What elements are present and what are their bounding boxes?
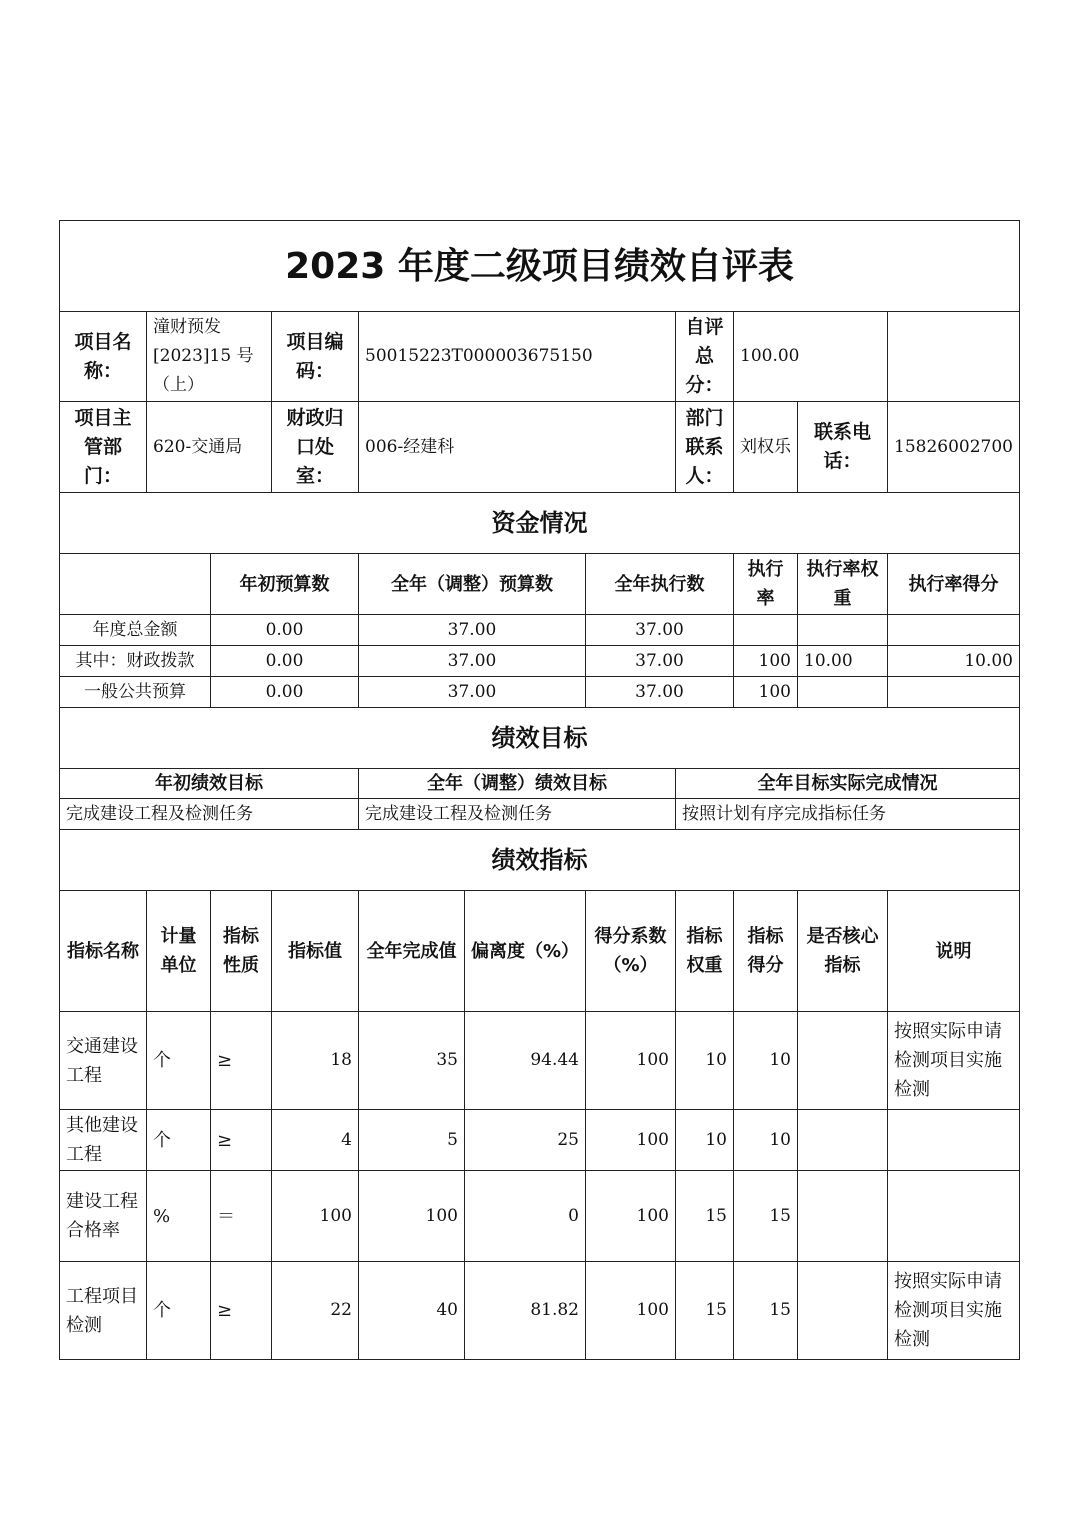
- indicator-name: 建设工程合格率: [60, 1171, 147, 1262]
- phone-label: 联系电话：: [798, 402, 888, 493]
- indicator-nature: ≥: [211, 1012, 272, 1110]
- page-title: 2023 年度二级项目绩效自评表: [60, 221, 1020, 312]
- indicator-coefficient: 100: [586, 1171, 676, 1262]
- table-row: [60, 1171, 1020, 1262]
- table-row: [60, 1012, 1020, 1110]
- funds-cell: [734, 615, 798, 646]
- indicator-unit: 个: [147, 1012, 211, 1110]
- indicator-coefficient: 100: [586, 1110, 676, 1171]
- indicator-score: 10: [734, 1110, 798, 1171]
- indicator-deviation: 94.44: [465, 1012, 586, 1110]
- funds-cell: 10.00: [888, 646, 1020, 677]
- dept-label: 项目主管部门：: [60, 402, 147, 493]
- funds-cell: 0.00: [211, 677, 359, 708]
- funds-header: 执行率权重: [798, 554, 888, 615]
- indicator-core: [798, 1110, 888, 1171]
- funds-header: 全年执行数: [586, 554, 734, 615]
- funds-cell: 37.00: [359, 677, 586, 708]
- contact-label: 部门联系人：: [676, 402, 734, 493]
- goals-header: 全年（调整）绩效目标: [359, 769, 676, 799]
- project-name-label: 项目名称：: [60, 312, 147, 402]
- funds-row-label: 一般公共预算: [60, 677, 211, 708]
- indicator-unit: %: [147, 1171, 211, 1262]
- funds-cell: 100: [734, 677, 798, 708]
- indicator-core: [798, 1171, 888, 1262]
- funds-header: 执行率得分: [888, 554, 1020, 615]
- indicators-section-title: 绩效指标: [60, 830, 1020, 891]
- indicator-name: 工程项目检测: [60, 1262, 147, 1360]
- indicator-score: 10: [734, 1012, 798, 1110]
- finance-office: 006-经建科: [359, 402, 676, 493]
- indicator-nature: ≥: [211, 1262, 272, 1360]
- indicator-weight: 15: [676, 1262, 734, 1360]
- funds-row-label: 年度总金额: [60, 615, 211, 646]
- indicator-deviation: 25: [465, 1110, 586, 1171]
- funds-cell: [888, 615, 1020, 646]
- indicator-completed: 40: [359, 1262, 465, 1360]
- indicator-completed: 35: [359, 1012, 465, 1110]
- goal-actual: 按照计划有序完成指标任务: [676, 799, 1020, 830]
- indicator-unit: 个: [147, 1262, 211, 1360]
- indicator-completed: 5: [359, 1110, 465, 1171]
- indicator-nature: ≥: [211, 1110, 272, 1171]
- funds-header: 全年（调整）预算数: [359, 554, 586, 615]
- indicator-note: 按照实际申请检测项目实施检测: [888, 1012, 1020, 1110]
- indicator-header: 指标值: [272, 891, 359, 1012]
- indicator-note: 按照实际申请检测项目实施检测: [888, 1262, 1020, 1360]
- funds-cell: [888, 677, 1020, 708]
- self-evaluation-table: [59, 220, 1020, 1360]
- indicator-value: 22: [272, 1262, 359, 1360]
- table-row: [60, 1262, 1020, 1360]
- indicator-core: [798, 1262, 888, 1360]
- indicator-header: 计量单位: [147, 891, 211, 1012]
- total-score: 100.00: [734, 312, 888, 402]
- indicator-value: 4: [272, 1110, 359, 1171]
- funds-cell: 10.00: [798, 646, 888, 677]
- indicator-nature: ＝: [211, 1171, 272, 1262]
- funds-cell: 37.00: [359, 615, 586, 646]
- indicator-header: 指标权重: [676, 891, 734, 1012]
- goals-section-title: 绩效目标: [60, 708, 1020, 769]
- indicator-weight: 10: [676, 1012, 734, 1110]
- indicator-header: 偏离度（%）: [465, 891, 586, 1012]
- indicator-deviation: 81.82: [465, 1262, 586, 1360]
- indicator-header: 指标性质: [211, 891, 272, 1012]
- funds-cell: 37.00: [586, 646, 734, 677]
- empty-cell: [888, 312, 1020, 402]
- goal-adjusted: 完成建设工程及检测任务: [359, 799, 676, 830]
- indicator-name: 其他建设工程: [60, 1110, 147, 1171]
- dept: 620-交通局: [147, 402, 272, 493]
- funds-cell: 37.00: [359, 646, 586, 677]
- indicator-completed: 100: [359, 1171, 465, 1262]
- indicator-header: 全年完成值: [359, 891, 465, 1012]
- indicator-deviation: 0: [465, 1171, 586, 1262]
- indicator-header: 得分系数（%）: [586, 891, 676, 1012]
- indicator-value: 100: [272, 1171, 359, 1262]
- indicator-header: 是否核心指标: [798, 891, 888, 1012]
- funds-cell: [798, 615, 888, 646]
- indicator-score: 15: [734, 1171, 798, 1262]
- funds-cell: [798, 677, 888, 708]
- project-code-label: 项目编码：: [272, 312, 359, 402]
- goals-header: 年初绩效目标: [60, 769, 359, 799]
- contact: 刘权乐: [734, 402, 798, 493]
- indicator-value: 18: [272, 1012, 359, 1110]
- indicator-coefficient: 100: [586, 1262, 676, 1360]
- funds-cell: 37.00: [586, 615, 734, 646]
- table-row: [60, 1110, 1020, 1171]
- project-code: 50015223T000003675150: [359, 312, 676, 402]
- indicator-header: 指标名称: [60, 891, 147, 1012]
- funds-cell: 37.00: [586, 677, 734, 708]
- indicator-coefficient: 100: [586, 1012, 676, 1110]
- funds-row-label: 其中：财政拨款: [60, 646, 211, 677]
- goals-header: 全年目标实际完成情况: [676, 769, 1020, 799]
- indicator-unit: 个: [147, 1110, 211, 1171]
- funds-header: 年初预算数: [211, 554, 359, 615]
- indicator-core: [798, 1012, 888, 1110]
- indicator-weight: 15: [676, 1171, 734, 1262]
- indicator-header: 说明: [888, 891, 1020, 1012]
- funds-header: 执行率: [734, 554, 798, 615]
- indicator-header: 指标得分: [734, 891, 798, 1012]
- project-name: 潼财预发[2023]15 号（上）: [147, 312, 272, 402]
- funds-cell: 0.00: [211, 615, 359, 646]
- indicator-note: [888, 1171, 1020, 1262]
- funds-header: [60, 554, 211, 615]
- indicator-weight: 10: [676, 1110, 734, 1171]
- indicator-score: 15: [734, 1262, 798, 1360]
- phone: 15826002700: [888, 402, 1020, 493]
- funds-section-title: 资金情况: [60, 493, 1020, 554]
- total-score-label: 自评总分：: [676, 312, 734, 402]
- indicator-name: 交通建设工程: [60, 1012, 147, 1110]
- funds-cell: 0.00: [211, 646, 359, 677]
- finance-office-label: 财政归口处室：: [272, 402, 359, 493]
- goal-initial: 完成建设工程及检测任务: [60, 799, 359, 830]
- indicator-note: [888, 1110, 1020, 1171]
- funds-cell: 100: [734, 646, 798, 677]
